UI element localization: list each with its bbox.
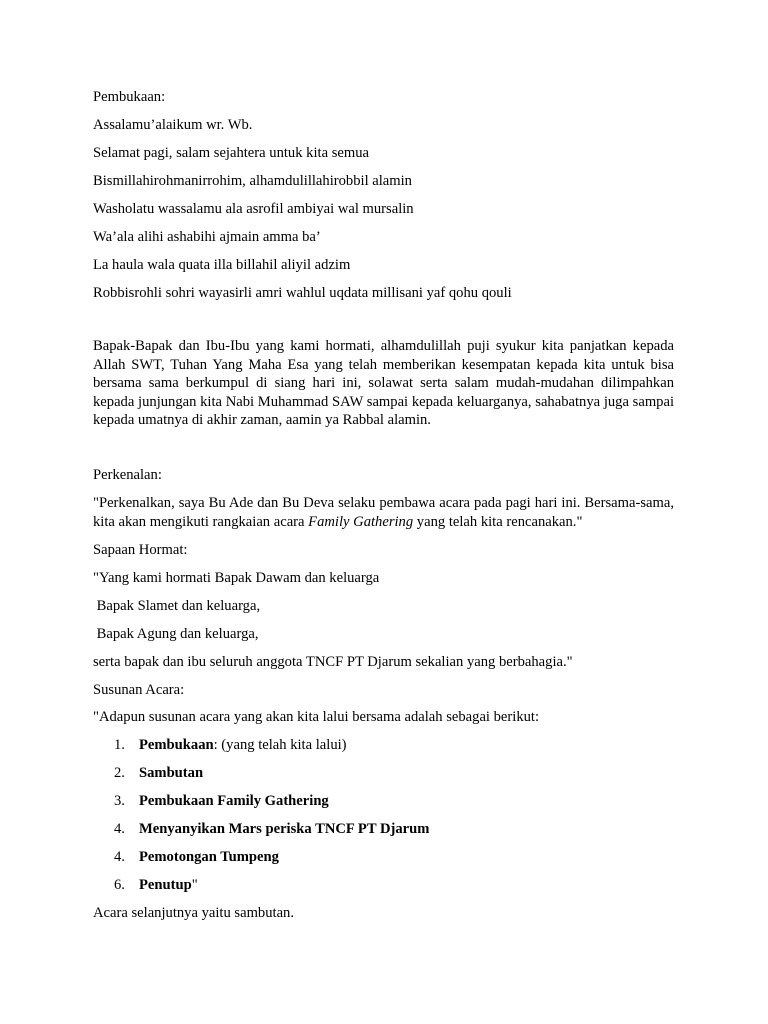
opening-line: Robbisrohli sohri wayasirli amri wahlul uqdata millisani yaf qohu qouli: [93, 285, 512, 301]
introduction-paragraph: [93, 494, 674, 531]
agenda-heading: Susunan Acara:: [93, 682, 185, 698]
list-text: [139, 876, 198, 894]
list-text: [139, 848, 279, 866]
opening-line: Bismillahirohmanirrohim, alhamdulillahirobbil alamin: [93, 173, 412, 189]
list-number: 4.: [114, 821, 125, 837]
list-text: [139, 792, 329, 810]
greeting-heading: Sapaan Hormat:: [93, 542, 188, 558]
list-title: Pemotongan Tumpeng: [139, 849, 279, 865]
agenda-intro: "Adapun susunan acara yang akan kita lalui bersama adalah sebagai berikut:: [93, 709, 540, 725]
opening-line: Assalamu’alaikum wr. Wb.: [93, 117, 253, 133]
list-title: Pembukaan Family Gathering: [139, 793, 329, 809]
list-text: [139, 736, 347, 754]
introduction-text-end: yang telah kita rencanakan.": [413, 513, 583, 530]
list-number: 3.: [114, 793, 125, 809]
list-title: Penutup: [139, 877, 192, 893]
agenda-closing: Acara selanjutnya yaitu sambutan.: [93, 905, 294, 921]
opening-heading: Pembukaan:: [93, 89, 166, 105]
list-number: 4.: [114, 849, 125, 865]
list-note: : (yang telah kita lalui): [213, 737, 347, 753]
list-number: 1.: [114, 737, 125, 753]
list-number: 6.: [114, 877, 125, 893]
list-title: Menyanyikan Mars periska TNCF PT Djarum: [139, 821, 430, 837]
opening-line: Washolatu wassalamu ala asrofil ambiyai wal mursalin: [93, 201, 414, 217]
greeting-line: Bapak Slamet dan keluarga,: [93, 598, 261, 614]
list-text: [139, 764, 203, 782]
list-title: Pembukaan: [139, 737, 214, 753]
introduction-heading: Perkenalan:: [93, 467, 162, 483]
introduction-text: "Perkenalkan, saya Bu Ade dan Bu Deva selaku pembawa acara pada pagi hari ini. Bersama-sama, kita akan mengikuti rangkaian acara: [93, 495, 674, 530]
event-name: Family Gathering: [308, 513, 414, 530]
greeting-line: Bapak Agung dan keluarga,: [93, 626, 259, 642]
opening-line: Wa’ala alihi ashabihi ajmain amma ba’: [93, 229, 321, 245]
opening-line: Selamat pagi, salam sejahtera untuk kita semua: [93, 145, 369, 161]
list-title: Sambutan: [139, 765, 204, 781]
list-text: [139, 820, 429, 838]
opening-paragraph: Bapak-Bapak dan Ibu-Ibu yang kami hormati, alhamdulillah puji syukur kita panjatkan kepada Allah SWT, Tuhan Yang Maha Esa yang telah memberikan kesempatan kepada kita untuk bisa bersama sama berkumpul di siang hari ini, solawat serta salam mudah-mudahan dilimpahkan kepada junjungan kita Nabi Muhammad SAW sampai kepada keluarganya, sahabatnya juga sampai kepada umatnya di akhir zaman, aamin ya Rabbal alamin.: [93, 338, 674, 429]
list-number: 2.: [114, 765, 125, 781]
greeting-line: "Yang kami hormati Bapak Dawam dan keluarga: [93, 570, 380, 586]
list-note: ": [191, 877, 198, 893]
greeting-line: serta bapak dan ibu seluruh anggota TNCF PT Djarum sekalian yang berbahagia.": [93, 654, 573, 670]
opening-line: La haula wala quata illa billahil aliyil adzim: [93, 257, 351, 273]
